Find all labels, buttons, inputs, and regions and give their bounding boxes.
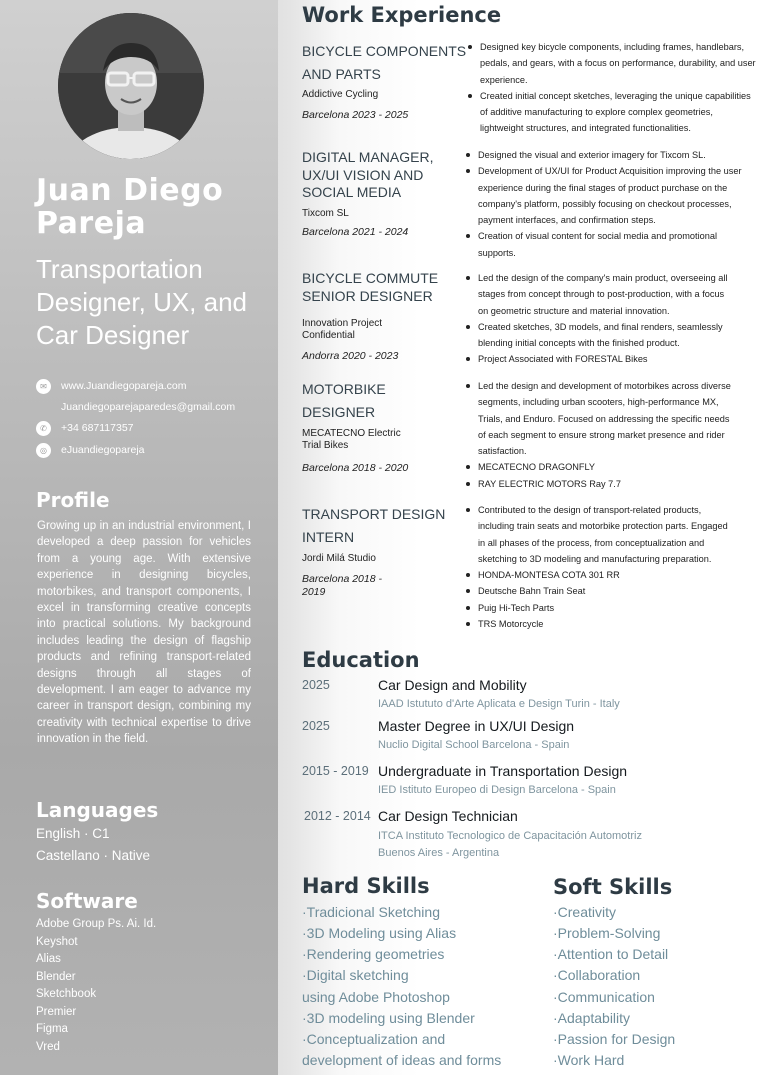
software-item: Blender — [36, 971, 76, 983]
profile-photo — [58, 13, 204, 159]
education-heading: Education — [302, 648, 420, 672]
job-title: BICYCLE COMPONENTS AND PARTS — [302, 43, 467, 82]
job-location: Barcelona 2023 - 2025 — [302, 109, 409, 121]
email-link[interactable]: Juandiegoparejaparedes@gmail.com — [61, 401, 236, 413]
hard-skills-heading: Hard Skills — [302, 874, 430, 898]
language-item: English · C1 — [36, 826, 110, 841]
software-item: Vred — [36, 1041, 60, 1053]
education-institution: IED Istituto Europeo di Design Barcelona - Spain — [378, 784, 616, 796]
job-bullets — [464, 147, 752, 261]
contact-website[interactable] — [36, 378, 276, 396]
list-item: Creation of visual content for social media and promotional supports. — [464, 228, 752, 261]
list-item: Led the design of the company's main product, overseeing all stages from concept through to post-production, with a focus on geometric structure and material innovation. — [464, 270, 734, 319]
hard-skill-item: ·Digital sketching — [302, 967, 409, 983]
job-bullets — [464, 502, 729, 632]
job-title: MOTORBIKE DESIGNER — [302, 381, 386, 420]
education-title: Master Degree in UX/UI Design — [378, 718, 575, 734]
software-item: Adobe Group Ps. Ai. Id. — [36, 918, 157, 930]
education-year: 2025 — [302, 719, 330, 733]
job-bullets — [464, 378, 739, 492]
software-heading: Software — [36, 889, 138, 913]
job-title: TRANSPORT DESIGN INTERN — [302, 506, 446, 545]
list-item: Created initial concept sketches, leveraging the unique capabilities of additive manufacturing to explore complex geometries, lightweight structures, and integrated functionalities. — [466, 88, 758, 137]
soft-skill-item: ·Work Hard — [553, 1052, 625, 1068]
job-company: Jordi Milá Studio — [302, 553, 376, 564]
profile-text: Growing up in an industrial environment, I developed a deep passion for vehicles from a young age. With extensive experience in designing bicycles, motorbikes, and transport components, I excel in transforming creative concepts into practical solutions. My background includes leading the design of flagship products and refining transport-related designs through all stages of development. I am eager to advance my career in transport design, combining my creativity with technical expertise to drive innovation in the field. — [37, 520, 251, 746]
software-item: Premier — [36, 1006, 77, 1018]
education-institution: ITCA Instituto Tecnologico de Capacitación Automotriz — [378, 830, 642, 842]
hard-skill-item: ·Conceptualization and — [302, 1031, 446, 1047]
list-item: Development of UX/UI for Product Acquisition improving the user experience during the final stages of product purchase on the company's platform, possibly focusing on checkout processes, payment interfaces, and confirmation steps. — [464, 163, 752, 228]
phone-icon: ✆ — [36, 421, 51, 436]
education-institution-location: Buenos Aires - Argentina — [378, 847, 500, 859]
hard-skill-item: ·3D modeling using Blender — [302, 1010, 475, 1026]
instagram-icon: ◎ — [36, 443, 51, 458]
education-title: Car Design and Mobility — [378, 677, 527, 693]
software-item: Sketchbook — [36, 988, 97, 1000]
soft-skill-item: ·Adaptability — [553, 1010, 631, 1026]
contact-phone[interactable] — [36, 420, 276, 438]
contact-social[interactable] — [36, 442, 276, 460]
education-year: 2025 — [302, 678, 330, 692]
phone-number[interactable]: +34 687117357 — [61, 422, 134, 434]
hard-skill-item: using Adobe Photoshop — [302, 989, 450, 1005]
list-item: Led the design and development of motorbikes across diverse segments, including urban scooters, high-performance MX, Trials, and Enduro. Focused on addressing the specific needs of each segment to ensure strong market presence and rider satisfaction. — [464, 378, 739, 459]
job-location: Barcelona 2018 - 2020 — [302, 462, 409, 474]
list-item: Project Associated with FORESTAL Bikes — [464, 351, 734, 367]
language-item: Castellano · Native — [36, 848, 151, 863]
soft-skill-item: ·Creativity — [553, 904, 617, 920]
list-item: Created sketches, 3D models, and final renders, seamlessly blending initial concepts with the finished product. — [464, 319, 734, 352]
job-location: Barcelona 2018 - 2019 — [302, 573, 382, 598]
job-bullets — [464, 270, 734, 368]
person-name: Juan Diego Pareja — [36, 173, 224, 241]
list-item: Puig Hi-Tech Parts — [464, 600, 729, 616]
software-item: Figma — [36, 1023, 68, 1035]
education-title: Car Design Technician — [378, 808, 518, 824]
soft-skills-heading: Soft Skills — [553, 875, 673, 899]
person-role: Transportation Designer, UX, and Car Designer — [36, 254, 248, 350]
profile-heading: Profile — [36, 488, 110, 512]
list-item: Deutsche Bahn Train Seat — [464, 583, 729, 599]
avatar — [58, 13, 204, 159]
job-title: BICYCLE COMMUTE SENIOR DESIGNER — [302, 270, 439, 304]
job-bullets — [466, 39, 758, 137]
hard-skill-item: ·Tradicional Sketching — [302, 904, 440, 920]
list-item: Designed key bicycle components, including frames, handlebars, pedals, and gears, with a focus on performance, durability, and user experience. — [466, 39, 758, 88]
list-item: Contributed to the design of transport-related products, including train seats and motorbike protection parts. Engaged in all phases of the process, from conceptualization and sketching to 3D modeling and manufacturing preparation. — [464, 502, 729, 567]
hard-skill-item: ·Rendering geometries — [302, 946, 445, 962]
social-handle[interactable]: eJuandiegopareja — [61, 444, 145, 456]
job-company: Addictive Cycling — [302, 89, 379, 100]
job-company: MECATECNO Electric Trial Bikes — [302, 428, 401, 451]
soft-skill-item: ·Problem-Solving — [553, 925, 661, 941]
software-item: Keyshot — [36, 936, 78, 948]
soft-skill-item: ·Collaboration — [553, 967, 641, 983]
job-location: Barcelona 2021 - 2024 — [302, 226, 409, 238]
soft-skill-item: ·Attention to Detail — [553, 946, 669, 962]
education-year: 2015 - 2019 — [302, 764, 369, 778]
soft-skill-item: ·Passion for Design — [553, 1031, 676, 1047]
education-year: 2012 - 2014 — [304, 809, 371, 823]
job-company: Innovation Project Confidential — [302, 318, 383, 341]
job-company: Tixcom SL — [302, 208, 349, 219]
software-item: Alias — [36, 953, 61, 965]
hard-skill-item: development of ideas and forms — [302, 1052, 502, 1068]
job-location: Andorra 2020 - 2023 — [302, 350, 399, 362]
list-item: TRS Motorcycle — [464, 616, 729, 632]
education-title: Undergraduate in Transportation Design — [378, 763, 628, 779]
website-link[interactable]: www.Juandiegopareja.com — [61, 380, 187, 392]
languages-heading: Languages — [36, 798, 159, 822]
list-item: MECATECNO DRAGONFLY — [464, 459, 739, 475]
soft-skill-item: ·Communication — [553, 989, 655, 1005]
contact-email[interactable] — [36, 399, 276, 417]
education-institution: IAAD Istututo d'Arte Aplicata e Design Turin - Italy — [378, 698, 620, 710]
mail-icon: ✉ — [36, 379, 51, 394]
education-institution: Nuclio Digital School Barcelona - Spain — [378, 739, 570, 751]
list-item: HONDA-MONTESA COTA 301 RR — [464, 567, 729, 583]
job-title: DIGITAL MANAGER, UX/UI VISION AND SOCIAL MEDIA — [302, 149, 434, 200]
work-heading: Work Experience — [302, 3, 502, 27]
list-item: Designed the visual and exterior imagery for Tixcom SL. — [464, 147, 752, 163]
hard-skill-item: ·3D Modeling using Alias — [302, 925, 457, 941]
list-item: RAY ELECTRIC MOTORS Ray 7.7 — [464, 476, 739, 492]
